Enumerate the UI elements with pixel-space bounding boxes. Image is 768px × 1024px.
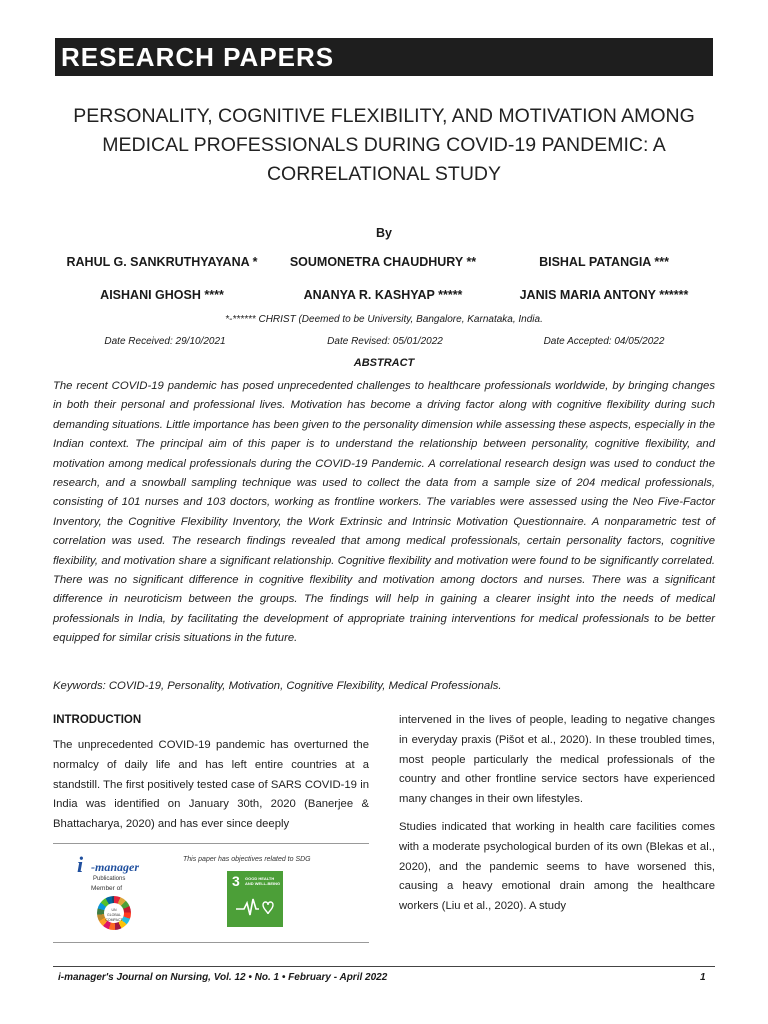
sdg-note: This paper has objectives related to SDG — [183, 856, 311, 863]
sdg-3-badge — [227, 871, 283, 927]
abstract-text: The recent COVID-19 pandemic has posed unprecedented challenges to healthcare professionals worldwide, by bringing changes in both their personal and professional lives. Motivation has become a driving factor along with cognitive flexibility during such demanding situations. Little importance has been given to the personality dimension while assessing these aspects, especially in the Indian context. The principal aim of this paper is to understand the relationship between personality, cognitive flexibility, and motivation among medical professionals during the COVID-19 Pandemic. A correlational research design was used to conduct the research, and a snowball sampling technique was used to collect the data from a sample size of 204 medical professionals, consisting of 101 nurses and 103 doctors, working as frontline workers. The variables were assessed using the Neo Five-Factor Inventory, the Cognitive Flexibility Inventory, the Work Extrinsic and Intrinsic Motivation Questionnaire. A nonparametric test of correlation was used. The research findings revealed that among medical professionals, certain personality factors, cognitive flexibility, and motivation share a significant relationship. Cognitive flexibility and motivation were found to be significantly correlated. There was no significant difference in cognitive flexibility and motivation among doctors and nurses. There was a significant difference in neuroticism between the groups. The findings will help in gaining a clearer insight into the needs of medical professionals in India, by facilitating the development of appropriate training interventions for medical professionals to be better equipped for similar crisis situations in the future. — [53, 380, 715, 645]
author-4: AISHANI GHOSH **** — [100, 288, 224, 302]
date-accepted: Date Accepted: 04/05/2022 — [543, 336, 665, 347]
sdg-label-line-2: AND WELL-BEING — [245, 881, 281, 886]
introduction-heading: INTRODUCTION — [53, 714, 142, 726]
publisher-logo-text: -manager — [91, 860, 139, 874]
author-3: BISHAL PATANGIA *** — [539, 255, 669, 269]
footer-journal: i-manager's Journal on Nursing, Vol. 12 • No. 1 • February - April 2022 — [58, 972, 388, 983]
publisher-sub: Publications — [93, 876, 126, 882]
article-title: PERSONALITY, COGNITIVE FLEXIBILITY, AND MOTIVATION AMONG MEDICAL PROFESSIONALS DURING COVID-19 PANDEMIC: A CORRELATIONAL STUDY — [73, 105, 695, 185]
sdg-label-line-1: GOOD HEALTH — [245, 876, 275, 881]
date-revised: Date Revised: 05/01/2022 — [327, 336, 443, 347]
author-5: ANANYA R. KASHYAP ***** — [303, 288, 463, 302]
sdg-box — [53, 843, 369, 943]
section-banner: RESEARCH PAPERS — [55, 38, 713, 76]
affiliation: *-****** CHRIST (Deemed to be University, Bangalore, Karnataka, India. — [225, 314, 543, 325]
date-received: Date Received: 29/10/2021 — [104, 336, 226, 347]
author-1: RAHUL G. SANKRUTHYAYANA * — [66, 255, 258, 269]
intro-right-paragraph-1: intervened in the lives of people, leading to negative changes in everyday praxis (Pišot et al., 2020). In these troubled times, most people particularly the medical professionals of the country and other frontline service sectors have experienced many changes in their own lifestyles. — [399, 714, 715, 806]
author-2: SOUMONETRA CHAUDHURY ** — [289, 255, 477, 269]
keywords: Keywords: COVID-19, Personality, Motivation, Cognitive Flexibility, Medical Professionals. — [53, 680, 502, 692]
intro-right-paragraph-2: Studies indicated that working in health care facilities comes with a moderate psychological burden of its own (Blekas et al., 2020), and the pandemic seems to have worsened this, causing a heavy emotional drain among the healthcare workers (Liu et al., 2020). A study — [399, 820, 715, 913]
sdg-number: 3 — [232, 873, 240, 889]
intro-left-column: The unprecedented COVID-19 pandemic has overturned the normalcy of daily life and has left entire countries at a standstill. The first positively tested case of SARS COVID-19 in India was identified on January 30th, 2020 (Banerjee & Bhattacharya, 2020) and has ever since deeply — [53, 739, 369, 831]
member-label: Member of — [91, 885, 123, 892]
heartbeat-heart-icon — [235, 895, 275, 921]
publisher-logo-i: i — [77, 852, 84, 877]
sdg-label — [245, 876, 280, 886]
by-label: By — [376, 226, 392, 240]
author-6: JANIS MARIA ANTONY ****** — [519, 288, 689, 302]
wheel-text: UN GLOBAL COMPACT — [104, 903, 124, 923]
publisher-logo — [75, 852, 155, 938]
page-number: 1 — [700, 972, 706, 983]
abstract-heading: ABSTRACT — [353, 357, 415, 369]
intro-right-column — [399, 711, 715, 925]
un-global-compact-wheel-icon — [97, 896, 131, 930]
footer-rule — [53, 966, 715, 967]
